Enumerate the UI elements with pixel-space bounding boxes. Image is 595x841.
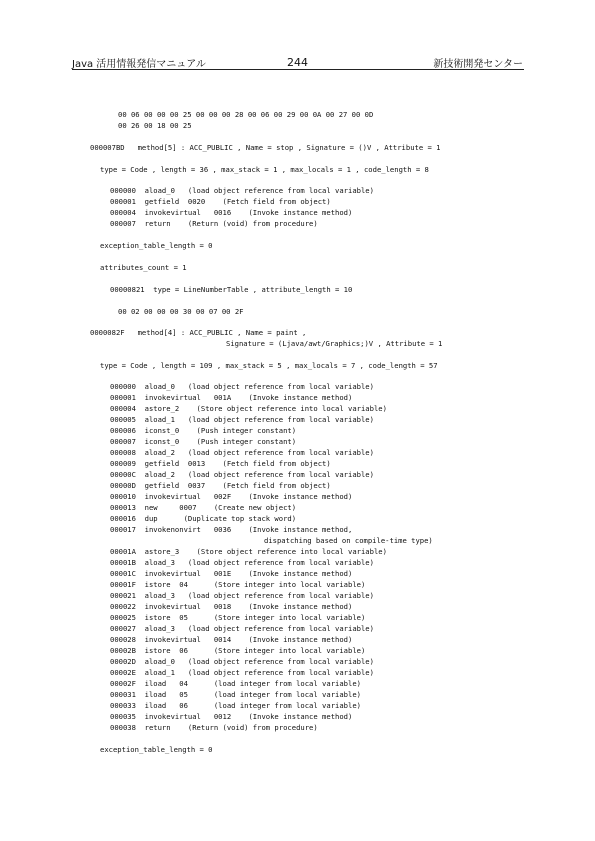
listing-line: 00001B aload_3 (load object reference from local variable): [110, 558, 374, 567]
listing-line: 00002F iload 04 (load integer from local variable): [110, 679, 361, 688]
listing-line: 00000C aload_2 (load object reference from local variable): [110, 470, 374, 479]
listing-line: 000028 invokevirtual 0014 (Invoke instance method): [110, 635, 353, 644]
listing-line: 000009 getfield 0013 (Fetch field from object): [110, 459, 331, 468]
listing-line: 000031 iload 05 (load integer from local variable): [110, 690, 361, 699]
listing-line: dispatching based on compile-time type): [264, 536, 433, 545]
listing-line: 000035 invokevirtual 0012 (Invoke instance method): [110, 712, 353, 721]
header-right-title: 新技術開発センター: [433, 59, 523, 70]
listing-line: 000016 dup (Duplicate top stack word): [110, 514, 297, 523]
listing-line: 000007 iconst_0 (Push integer constant): [110, 437, 297, 446]
listing-line: type = Code , length = 109 , max_stack = 5 , max_locals = 7 , code_length = 57: [100, 361, 438, 370]
listing-line: 000004 invokevirtual 0016 (Invoke instance method): [110, 208, 353, 217]
listing-line: 00002B istore 06 (Store integer into local variable): [110, 646, 366, 655]
listing-line: 00 06 00 00 00 25 00 00 00 28 00 06 00 29 00 0A 00 27 00 0D: [118, 110, 374, 119]
listing-line: 000005 aload_1 (load object reference from local variable): [110, 415, 374, 424]
listing-line: attributes_count = 1: [100, 263, 187, 272]
listing-line: 0000082F method[4] : ACC_PUBLIC , Name = paint ,: [90, 328, 307, 337]
listing-line: 000033 iload 06 (load integer from local variable): [110, 701, 361, 710]
listing-line: 000010 invokevirtual 002F (Invoke instance method): [110, 492, 353, 501]
listing-line: 000000 aload_0 (load object reference from local variable): [110, 186, 374, 195]
listing-line: exception_table_length = 0: [100, 241, 213, 250]
listing-line: 00000821 type = LineNumberTable , attribute_length = 10: [110, 285, 353, 294]
listing-line: 000017 invokenonvirt 0036 (Invoke instance method,: [110, 525, 353, 534]
listing-line: 000007 return (Return (void) from procedure): [110, 219, 318, 228]
header-left-title: Java 活用情報発信マニュアル: [72, 59, 206, 70]
listing-line: exception_table_length = 0: [100, 745, 213, 754]
listing-line: 00002D aload_0 (load object reference from local variable): [110, 657, 374, 666]
listing-line: 000022 invokevirtual 0018 (Invoke instance method): [110, 602, 353, 611]
listing-line: 000006 iconst_0 (Push integer constant): [110, 426, 297, 435]
listing-line: 000007BD method[5] : ACC_PUBLIC , Name = stop , Signature = ()V , Attribute = 1: [90, 143, 441, 152]
listing-line: 000001 getfield 0020 (Fetch field from object): [110, 197, 331, 206]
listing-line: 00000D getfield 0037 (Fetch field from object): [110, 481, 331, 490]
listing-line: Signature = (Ljava/awt/Graphics;)V , Attribute = 1: [226, 339, 443, 348]
listing-line: 00 02 00 00 00 30 00 07 00 2F: [118, 307, 244, 316]
listing-line: type = Code , length = 36 , max_stack = 1 , max_locals = 1 , code_length = 8: [100, 165, 429, 174]
listing-line: 000027 aload_3 (load object reference from local variable): [110, 624, 374, 633]
listing-line: 000004 astore_2 (Store object reference into local variable): [110, 404, 387, 413]
listing-line: 00001A astore_3 (Store object reference into local variable): [110, 547, 387, 556]
listing-line: 00001F istore 04 (Store integer into local variable): [110, 580, 366, 589]
listing-line: 00001C invokevirtual 001E (Invoke instance method): [110, 569, 353, 578]
page-number: 244: [287, 56, 308, 69]
listing-line: 000000 aload_0 (load object reference from local variable): [110, 382, 374, 391]
listing-line: 000021 aload_3 (load object reference from local variable): [110, 591, 374, 600]
listing-line: 000001 invokevirtual 001A (Invoke instance method): [110, 393, 353, 402]
listing-line: 00 26 00 18 00 25: [118, 121, 192, 130]
listing-line: 000025 istore 05 (Store integer into local variable): [110, 613, 366, 622]
listing-line: 000013 new 0007 (Create new object): [110, 503, 297, 512]
listing-line: 000008 aload_2 (load object reference from local variable): [110, 448, 374, 457]
listing-line: 000038 return (Return (void) from procedure): [110, 723, 318, 732]
listing-line: 00002E aload_1 (load object reference from local variable): [110, 668, 374, 677]
